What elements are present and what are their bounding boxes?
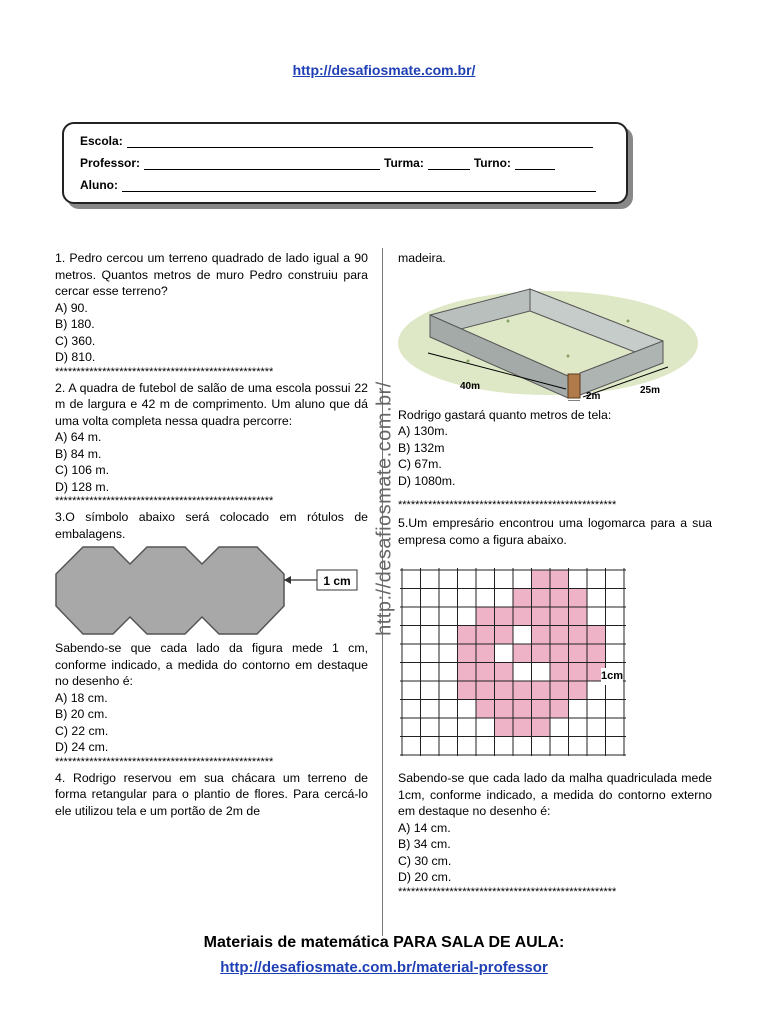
logo-cell [495, 607, 514, 626]
question-4-prompt: Rodrigo gastará quanto metros de tela: [398, 407, 612, 422]
grid-label: 1cm [601, 668, 623, 685]
logo-cell [513, 681, 532, 700]
octagon-figure [55, 546, 368, 636]
separator: *************************************************** [55, 495, 274, 507]
question-3 [55, 509, 368, 756]
logo-cell [495, 663, 514, 682]
logo-cell [569, 607, 588, 626]
q2-option: D) 128 m. [55, 479, 109, 494]
logo-cell [458, 626, 477, 645]
logo-cell [550, 681, 569, 700]
question-1 [55, 250, 368, 366]
question-3-text: 3.O símbolo abaixo será colocado em rótulos de embalagens. [55, 510, 368, 541]
q2-option: C) 106 m. [55, 463, 109, 477]
q4-option: C) 67m. [398, 457, 442, 471]
logo-cell [550, 663, 569, 682]
logo-cell [495, 700, 514, 719]
logo-cell [532, 700, 551, 719]
q3-option: C) 22 cm. [55, 723, 109, 738]
question-4-continued: madeira. [398, 251, 446, 265]
question-5-text: 5.Um empresário encontrou uma logomarca para a sua empresa como a figura abaixo. [398, 516, 712, 547]
aluno-row [80, 178, 600, 192]
logo-cell [550, 570, 569, 589]
q1-option: C) 360. [55, 333, 96, 348]
logo-cell [587, 626, 606, 645]
pointer-arrow [284, 576, 291, 584]
logo-cell [513, 700, 532, 719]
logo-cell [476, 681, 495, 700]
logo-cell [550, 589, 569, 608]
logo-cell [476, 663, 495, 682]
logo-cell [587, 644, 606, 663]
q4-option: A) 130m. [398, 424, 448, 438]
q5-option: D) 20 cm. [398, 870, 452, 884]
question-2 [55, 380, 368, 496]
logo-cell [550, 644, 569, 663]
escola-field[interactable] [127, 135, 593, 148]
q4-option: D) 1080m. [398, 473, 456, 488]
logo-cell [513, 718, 532, 737]
logo-cell [532, 607, 551, 626]
question-1-text: 1. Pedro cercou um terreno quadrado de lado igual a 90 metros. Quantos metros de muro Pedro construiu para cercar esse terreno? [55, 251, 368, 298]
logo-cell [495, 718, 514, 737]
q1-option: B) 180. [55, 317, 95, 331]
q5-option: B) 34 cm. [398, 837, 451, 851]
logo-cell [513, 589, 532, 608]
separator: *************************************************** [55, 365, 274, 378]
q1-option: A) 90. [55, 300, 88, 315]
question-5-text-2: Sabendo-se que cada lado da malha quadriculada mede 1cm, conforme indicado, a medida do contorno externo em destaque no desenho é: [398, 771, 712, 818]
logo-cell [550, 626, 569, 645]
turma-field[interactable] [428, 157, 470, 170]
question-5 [398, 515, 712, 886]
logo-cell [458, 644, 477, 663]
turma-label: Turma: [384, 156, 424, 170]
watermark: http://desafiosmate.com.br/ [373, 381, 396, 636]
escola-row [80, 134, 597, 148]
turno-field[interactable] [515, 157, 555, 170]
q4-option: B) 132m [398, 440, 445, 455]
logo-cell [532, 718, 551, 737]
q5-option: A) 14 cm. [398, 820, 451, 835]
fence-width-label: 25m [640, 384, 661, 396]
figure-label: 1 cm [323, 574, 351, 588]
separator: *************************************************** [398, 499, 617, 511]
grid-drawing [398, 566, 628, 756]
separator: *************************************************** [55, 755, 274, 768]
q5-option: C) 30 cm. [398, 853, 452, 868]
logo-cell [476, 700, 495, 719]
fence-drawing [398, 271, 712, 401]
logo-cell [532, 589, 551, 608]
professor-field[interactable] [144, 157, 380, 170]
logo-cell [532, 681, 551, 700]
site-link[interactable]: http://desafiosmate.com.br/ [292, 62, 476, 78]
question-4 [55, 770, 368, 820]
logo-cell [569, 663, 588, 682]
q3-option: D) 24 cm. [55, 740, 109, 754]
question-2-text: 2. A quadra de futebol de salão de uma escola possui 22 m de largura e 42 m de comprimento. Um aluno que dá uma volta completa nessa quadra percorre: [55, 380, 368, 428]
logo-cell [495, 681, 514, 700]
footer-link[interactable]: http://desafiosmate.com.br/material-professor [220, 959, 548, 976]
octagon-shapes [55, 546, 368, 636]
q3-option: A) 18 cm. [55, 690, 108, 705]
aluno-field[interactable] [122, 179, 596, 192]
logo-cell [550, 607, 569, 626]
turno-label: Turno: [473, 156, 511, 170]
right-column [398, 250, 712, 898]
left-column [55, 250, 368, 819]
logo-cell [569, 644, 588, 663]
logo-cell [532, 570, 551, 589]
logo-cell [532, 626, 551, 645]
logo-cell [532, 644, 551, 663]
logo-cell [513, 607, 532, 626]
q2-option: A) 64 m. [55, 430, 102, 444]
question-3-text-2: Sabendo-se que cada lado da figura mede 1 cm, conforme indicado, a medida do contorno em destaque no desenho é: [55, 641, 368, 688]
footer-title: Materiais de matemática PARA SALA DE AULA: [203, 934, 565, 951]
logo-cell [513, 644, 532, 663]
fence-illustration [398, 271, 712, 401]
aluno-label: Aluno: [80, 178, 118, 192]
logo-cell [458, 663, 477, 682]
q2-option: B) 84 m. [55, 446, 102, 461]
gate-label: 2m [586, 390, 601, 402]
q1-option: D) 810. [55, 350, 96, 364]
logo-cell [569, 589, 588, 608]
logo-cell [569, 681, 588, 700]
gate [568, 374, 580, 398]
logo-cell [550, 700, 569, 719]
student-info-box [62, 122, 628, 204]
separator: *************************************************** [398, 885, 617, 898]
octagon-shape [56, 547, 284, 634]
logo-cell [476, 626, 495, 645]
logo-cell [476, 607, 495, 626]
professor-label: Professor: [80, 156, 141, 170]
professor-row [80, 156, 559, 170]
logo-cell [569, 626, 588, 645]
grid-logo-figure [398, 566, 712, 756]
fence-length-label: 40m [460, 380, 481, 392]
logo-cell [476, 644, 495, 663]
logo-cell [495, 626, 514, 645]
escola-label: Escola: [80, 134, 123, 148]
logo-cell [458, 681, 477, 700]
question-4-text: 4. Rodrigo reservou em sua chácara um terreno de forma retangular para o plantio de flores. Para cercá-lo ele utilizou tela e um portão de 2m de [55, 770, 368, 818]
q3-option: B) 20 cm. [55, 707, 108, 721]
